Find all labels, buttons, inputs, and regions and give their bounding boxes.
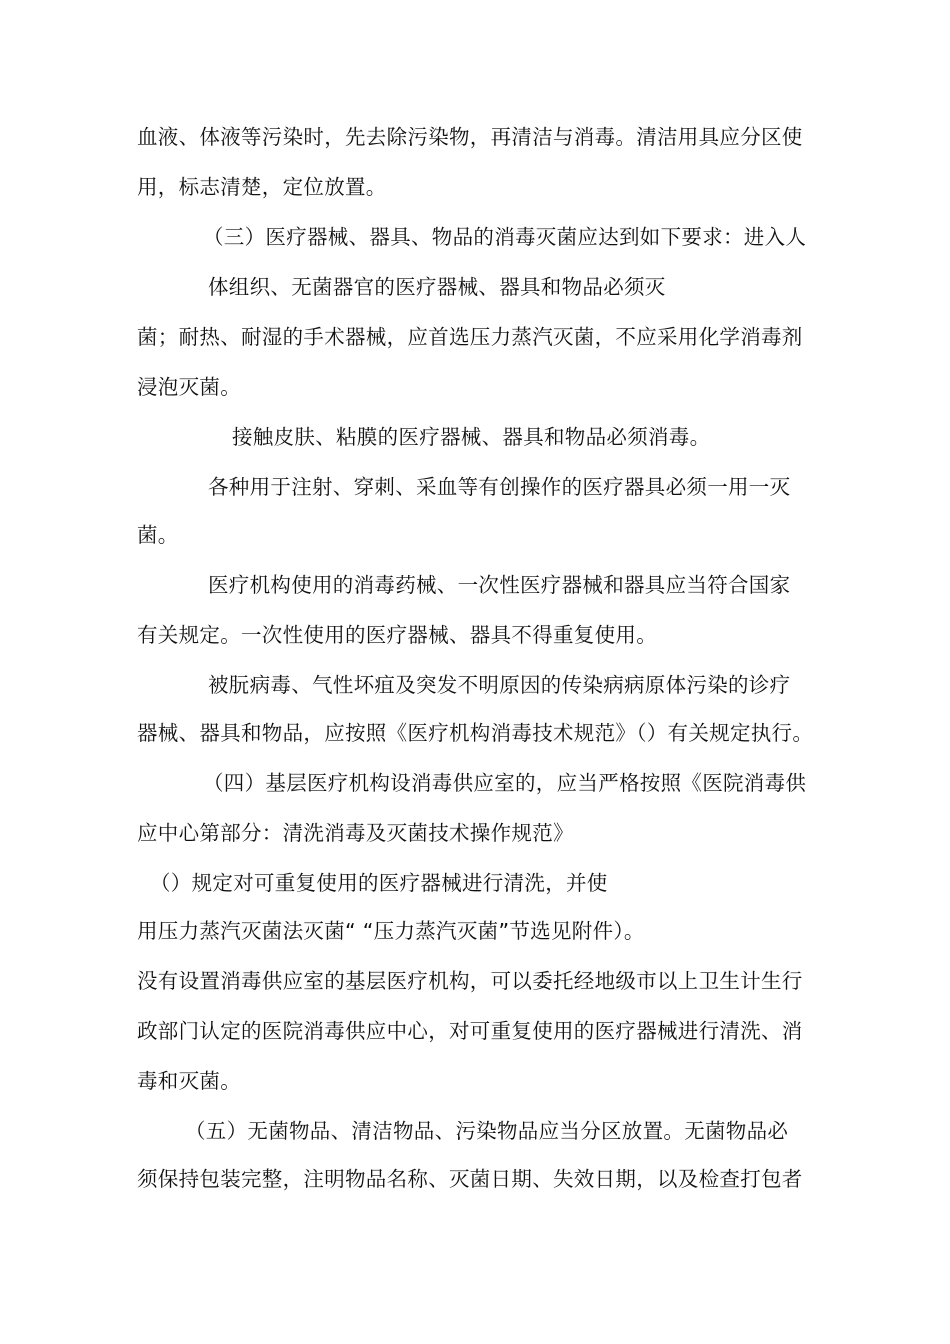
- text-line: 须保持包装完整，注明物品名称、灭菌日期、失效日期，以及检查打包者: [137, 1167, 803, 1191]
- section-heading: （三）医疗器械、器具、物品的消毒灭菌应达到如下要求：进入人: [203, 225, 807, 249]
- text-line: 血液、体液等污染时，先去除污染物，再清洁与消毒。清洁用具应分区使: [137, 125, 803, 149]
- text-line: 被朊病毒、气性坏疽及突发不明原因的传染病病原体污染的诊疗: [208, 673, 791, 697]
- text-line: 有关规定。一次性使用的医疗器械、器具不得重复使用。: [137, 623, 657, 647]
- text-line: 政部门认定的医院消毒供应中心，对可重复使用的医疗器械进行清洗、消: [137, 1019, 803, 1043]
- text-line: 各种用于注射、穿刺、采血等有创操作的医疗器具必须一用一灭: [208, 475, 791, 499]
- text-line: 菌。: [137, 523, 179, 547]
- section-heading: （五）无菌物品、清洁物品、污染物品应当分区放置。无菌物品必: [185, 1119, 789, 1143]
- text-line: 毒和灭菌。: [137, 1069, 241, 1093]
- text-line: 用，标志清楚，定位放置。: [137, 175, 387, 199]
- text-line: 浸泡灭菌。: [137, 375, 241, 399]
- text-line: 器械、器具和物品，应按照《医疗机构消毒技术规范》（）有关规定执行。: [137, 721, 814, 745]
- section-heading: （四）基层医疗机构设消毒供应室的，应当严格按照《医院消毒供: [203, 771, 807, 795]
- text-line: 用压力蒸汽灭菌法灭菌“ “压力蒸汽灭菌”节选见附件）。: [137, 919, 645, 943]
- text-line: 体组织、无菌器官的医疗器械、器具和物品必须灭: [208, 275, 666, 299]
- text-line: 接触皮肤、粘膜的医疗器械、器具和物品必须消毒。: [232, 425, 711, 449]
- text-line: 医疗机构使用的消毒药械、一次性医疗器械和器具应当符合国家: [208, 573, 791, 597]
- text-line: 没有设置消毒供应室的基层医疗机构，可以委托经地级市以上卫生计生行: [137, 969, 803, 993]
- text-line: 应中心第部分：清洗消毒及灭菌技术操作规范》: [137, 821, 574, 845]
- text-line: 菌；耐热、耐湿的手术器械，应首选压力蒸汽灭菌，不应采用化学消毒剂: [137, 325, 803, 349]
- text-line: （）规定对可重复使用的医疗器械进行清洗，并使: [150, 871, 608, 895]
